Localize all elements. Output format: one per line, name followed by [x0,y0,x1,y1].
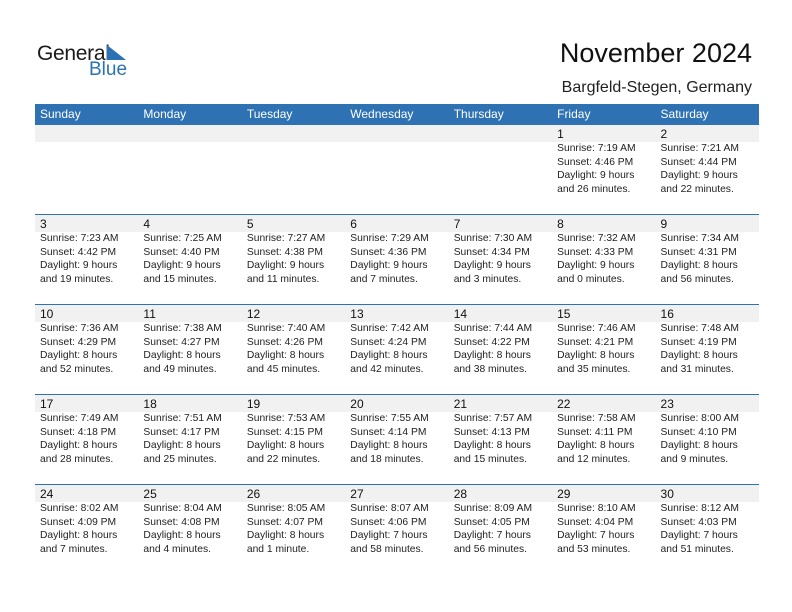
day-cell [552,395,655,466]
sunset-text: Sunset: 4:29 PM [40,336,117,348]
sunrise-text: Sunrise: 7:27 AM [246,233,326,244]
day-number: 23 [660,397,674,411]
location-subtitle: Bargfeld-Stegen, Germany [561,79,752,96]
daylight-text: Daylight: 9 hours [453,260,531,271]
daylight-text: Daylight: 9 hours [557,170,635,181]
daylight-minutes-text: and 42 minutes. [350,363,424,375]
day-number: 24 [40,487,54,501]
day-cell [138,305,241,376]
sunset-text: Sunset: 4:38 PM [246,246,323,258]
day-number: 2 [660,127,668,141]
daylight-minutes-text: and 53 minutes. [557,543,631,555]
day-cell [656,395,759,466]
daylight-text: Daylight: 8 hours [143,350,221,361]
day-cell [138,485,241,556]
day-cell [35,125,138,196]
week-row [35,125,759,214]
day-number: 10 [40,307,54,321]
day-number: 30 [660,487,674,501]
day-cell [35,215,138,286]
day-cell [552,305,655,376]
sunrise-text: Sunrise: 7:36 AM [40,323,119,334]
daylight-minutes-text: and 11 minutes. [246,273,320,285]
day-number: 13 [350,307,364,321]
day-number: 9 [660,217,668,231]
daylight-minutes-text: and 0 minutes. [557,273,625,285]
daylight-text: Daylight: 8 hours [246,440,325,451]
day-cell [345,125,448,196]
sunrise-text: Sunrise: 8:02 AM [40,503,119,514]
day-cell [345,395,448,466]
sunset-text: Sunset: 4:11 PM [557,426,633,438]
week-cells [35,125,759,196]
day-cell [35,395,138,466]
day-cell [242,395,345,466]
daylight-text: Daylight: 8 hours [246,350,325,361]
day-number [40,125,138,142]
day-cell [242,485,345,556]
week-row [35,484,759,574]
sunrise-text: Sunrise: 7:49 AM [40,413,119,424]
day-number: 29 [557,487,571,501]
sunset-text: Sunset: 4:14 PM [350,426,427,438]
day-cell [138,125,241,196]
daylight-minutes-text: and 35 minutes. [557,363,631,375]
weekday-saturday: Saturday [660,107,709,121]
sunset-text: Sunset: 4:26 PM [246,336,323,348]
sunrise-text: Sunrise: 7:42 AM [350,323,429,334]
sunrise-text: Sunrise: 8:09 AM [453,503,533,514]
day-cell [656,125,759,196]
sunset-text: Sunset: 4:06 PM [350,516,427,528]
day-number [247,125,345,142]
sunset-text: Sunset: 4:15 PM [246,426,323,438]
sunrise-text: Sunrise: 7:32 AM [557,233,636,244]
sunset-text: Sunset: 4:04 PM [557,516,634,528]
daylight-text: Daylight: 8 hours [143,530,221,541]
day-number: 8 [557,217,564,231]
daylight-minutes-text: and 18 minutes. [350,453,424,465]
daylight-minutes-text: and 51 minutes. [660,543,734,555]
day-number: 20 [350,397,364,411]
daylight-minutes-text: and 26 minutes. [557,183,631,195]
daylight-minutes-text: and 9 minutes. [660,453,729,465]
daylight-minutes-text: and 49 minutes. [143,363,217,375]
week-row [35,394,759,484]
daylight-minutes-text: and 19 minutes. [40,273,114,285]
day-number [454,125,552,142]
sunset-text: Sunset: 4:27 PM [143,336,220,348]
day-cell [656,305,759,376]
sunrise-text: Sunrise: 8:00 AM [660,413,739,424]
sunrise-text: Sunrise: 7:30 AM [453,233,533,244]
day-number [350,125,448,142]
daylight-minutes-text: and 4 minutes. [143,543,211,555]
sunset-text: Sunset: 4:34 PM [453,246,530,258]
sunset-text: Sunset: 4:03 PM [660,516,737,528]
daylight-text: Daylight: 8 hours [453,350,531,361]
day-cell [138,215,241,286]
weekday-friday: Friday [557,107,591,121]
day-number: 15 [557,307,571,321]
sunrise-text: Sunrise: 7:58 AM [557,413,636,424]
page-title: November 2024 [559,38,752,68]
daylight-text: Daylight: 8 hours [40,350,118,361]
sunset-text: Sunset: 4:18 PM [40,426,117,438]
day-cell [449,485,552,556]
triangle-flag-icon [107,45,126,60]
daylight-minutes-text: and 1 minute. [246,543,310,555]
sunrise-text: Sunrise: 7:40 AM [246,323,326,334]
daylight-text: Daylight: 8 hours [350,350,428,361]
daylight-minutes-text: and 22 minutes. [246,453,321,465]
day-number: 28 [453,487,468,501]
sunset-text: Sunset: 4:08 PM [143,516,220,528]
day-number: 11 [143,307,156,321]
daylight-text: Daylight: 8 hours [660,440,738,451]
daylight-text: Daylight: 8 hours [453,440,531,451]
weekday-thursday: Thursday [453,107,504,121]
day-number: 26 [246,487,261,501]
sunset-text: Sunset: 4:46 PM [557,156,634,168]
daylight-minutes-text: and 7 minutes. [350,273,418,285]
daylight-text: Daylight: 8 hours [350,440,428,451]
daylight-text: Daylight: 8 hours [660,260,738,271]
daylight-minutes-text: and 15 minutes. [143,273,217,285]
sunset-text: Sunset: 4:10 PM [660,426,737,438]
sunrise-text: Sunrise: 8:05 AM [246,503,326,514]
day-number: 19 [246,397,261,411]
daylight-text: Daylight: 8 hours [557,440,635,451]
weekday-sunday: Sunday [40,107,81,121]
daylight-text: Daylight: 7 hours [557,530,635,541]
sunrise-text: Sunrise: 7:46 AM [557,323,636,334]
day-cell [656,485,759,556]
daylight-text: Daylight: 8 hours [660,350,738,361]
logo-text-blue: Blue [89,59,128,80]
weekday-wednesday: Wednesday [350,107,414,121]
day-cell [552,485,655,556]
sunrise-text: Sunrise: 7:44 AM [453,323,533,334]
week-row [35,304,759,394]
daylight-text: Daylight: 7 hours [660,530,738,541]
sunset-text: Sunset: 4:36 PM [350,246,427,258]
sunrise-text: Sunrise: 7:38 AM [143,323,222,334]
sunrise-text: Sunrise: 7:53 AM [246,413,326,424]
daylight-minutes-text: and 7 minutes. [40,543,108,555]
daylight-minutes-text: and 58 minutes. [350,543,424,555]
day-cell [656,215,759,286]
day-cell [449,215,552,286]
sunset-text: Sunset: 4:05 PM [453,516,530,528]
daylight-minutes-text: and 31 minutes. [660,363,734,375]
day-number: 22 [557,397,571,411]
sunrise-text: Sunrise: 8:04 AM [143,503,222,514]
daylight-text: Daylight: 9 hours [143,260,221,271]
daylight-text: Daylight: 7 hours [453,530,531,541]
logo [37,42,137,82]
sunrise-text: Sunrise: 7:21 AM [660,143,739,154]
day-number: 4 [143,217,151,231]
week-cells [35,215,759,286]
week-cells [35,305,759,376]
sunrise-text: Sunrise: 7:29 AM [350,233,429,244]
day-number: 7 [453,217,461,231]
day-number: 25 [143,487,157,501]
daylight-text: Daylight: 7 hours [350,530,428,541]
sunset-text: Sunset: 4:44 PM [660,156,737,168]
daylight-minutes-text: and 45 minutes. [246,363,321,375]
sunset-text: Sunset: 4:33 PM [557,246,634,258]
daylight-minutes-text: and 22 minutes. [660,183,734,195]
day-number: 21 [453,397,468,411]
weekday-tuesday: Tuesday [246,107,293,121]
day-cell [449,395,552,466]
daylight-minutes-text: and 12 minutes. [557,453,631,465]
day-number [143,125,241,142]
weekday-header [35,104,759,125]
sunset-text: Sunset: 4:31 PM [660,246,737,258]
weekday-monday: Monday [143,107,187,121]
day-cell [552,125,655,196]
daylight-minutes-text: and 28 minutes. [40,453,114,465]
day-number: 16 [660,307,674,321]
daylight-text: Daylight: 9 hours [660,170,738,181]
daylight-text: Daylight: 9 hours [350,260,428,271]
sunrise-text: Sunrise: 7:57 AM [453,413,533,424]
sunset-text: Sunset: 4:42 PM [40,246,117,258]
day-number: 17 [40,397,54,411]
sunrise-text: Sunrise: 7:51 AM [143,413,222,424]
day-cell [552,215,655,286]
sunrise-text: Sunrise: 7:23 AM [40,233,119,244]
day-cell [138,395,241,466]
sunset-text: Sunset: 4:07 PM [246,516,323,528]
daylight-minutes-text: and 38 minutes. [453,363,527,375]
day-cell [449,305,552,376]
sunrise-text: Sunrise: 7:19 AM [557,143,636,154]
daylight-minutes-text: and 56 minutes. [660,273,734,285]
day-cell [242,125,345,196]
daylight-text: Daylight: 9 hours [246,260,325,271]
day-number: 5 [246,217,254,231]
weeks-container [35,125,759,574]
calendar-grid [35,104,759,574]
daylight-minutes-text: and 25 minutes. [143,453,217,465]
day-number: 14 [453,307,468,321]
day-cell [35,485,138,556]
day-cell [242,215,345,286]
daylight-minutes-text: and 56 minutes. [453,543,527,555]
sunrise-text: Sunrise: 7:34 AM [660,233,739,244]
day-cell [35,305,138,376]
logo-text-general: General [37,42,110,65]
sunset-text: Sunset: 4:22 PM [453,336,530,348]
day-cell [345,305,448,376]
week-cells [35,395,759,466]
day-cell [345,215,448,286]
day-number: 18 [143,397,157,411]
sunrise-text: Sunrise: 7:55 AM [350,413,429,424]
sunset-text: Sunset: 4:13 PM [453,426,530,438]
sunset-text: Sunset: 4:19 PM [660,336,737,348]
sunrise-text: Sunrise: 8:12 AM [660,503,739,514]
day-cell [449,125,552,196]
sunrise-text: Sunrise: 7:25 AM [143,233,222,244]
sunset-text: Sunset: 4:40 PM [143,246,220,258]
daylight-text: Daylight: 8 hours [557,350,635,361]
week-cells [35,485,759,556]
day-number: 27 [350,487,364,501]
sunrise-text: Sunrise: 7:48 AM [660,323,739,334]
daylight-text: Daylight: 8 hours [40,530,118,541]
daylight-text: Daylight: 8 hours [246,530,325,541]
daylight-text: Daylight: 8 hours [40,440,118,451]
day-number: 12 [246,307,261,321]
sunrise-text: Sunrise: 8:10 AM [557,503,636,514]
daylight-text: Daylight: 9 hours [557,260,635,271]
sunrise-text: Sunrise: 8:07 AM [350,503,429,514]
day-cell [242,305,345,376]
daylight-minutes-text: and 3 minutes. [453,273,522,285]
week-row [35,214,759,304]
day-cell [345,485,448,556]
sunset-text: Sunset: 4:21 PM [557,336,634,348]
daylight-minutes-text: and 52 minutes. [40,363,114,375]
daylight-text: Daylight: 9 hours [40,260,118,271]
sunset-text: Sunset: 4:09 PM [40,516,117,528]
day-number: 6 [350,217,357,231]
daylight-minutes-text: and 15 minutes. [453,453,527,465]
daylight-text: Daylight: 8 hours [143,440,221,451]
sunset-text: Sunset: 4:24 PM [350,336,427,348]
sunset-text: Sunset: 4:17 PM [143,426,220,438]
day-number: 1 [557,127,564,141]
day-number: 3 [40,217,47,231]
